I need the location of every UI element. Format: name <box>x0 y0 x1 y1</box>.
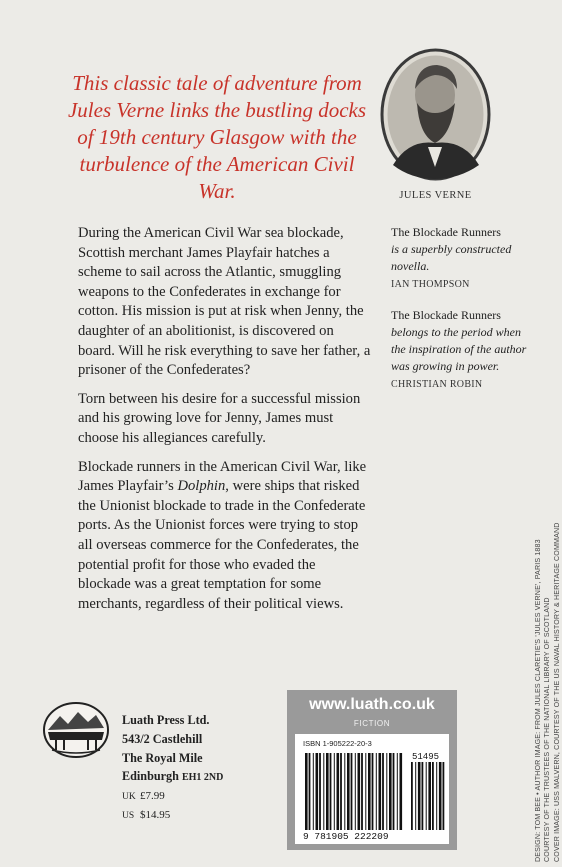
barcode-bar <box>326 753 329 830</box>
barcode-bar <box>316 753 319 830</box>
isbn-text: ISBN 1-905222-20-3 <box>303 739 372 748</box>
barcode-bar <box>393 753 395 830</box>
barcode-bar <box>358 753 361 830</box>
quote-book-title: The Blockade Runners <box>391 225 501 239</box>
image-credits <box>534 472 562 862</box>
barcode-panel <box>295 734 449 844</box>
barcode-bar <box>319 753 321 830</box>
barcode-bar <box>340 753 342 830</box>
barcode-bar <box>436 762 437 830</box>
barcode-bar <box>376 753 377 830</box>
price-currency: US <box>122 811 135 821</box>
barcode-bar <box>355 753 356 830</box>
quote-text: is a superbly constructed novella. <box>391 242 512 273</box>
quote-author: IAN THOMPSON <box>391 279 470 290</box>
category-label: FICTION <box>353 719 391 728</box>
review-quote <box>391 224 531 293</box>
address-line <box>122 767 272 788</box>
ship-name: Dolphin <box>177 478 226 495</box>
credit-line: COVER IMAGE: USS MALVERN, COURTESY OF THE US NAVAL HISTORY & HERITAGE COMMAND <box>552 522 561 862</box>
publisher-web-box <box>287 690 457 850</box>
barcode-bar <box>368 753 371 830</box>
barcode-bar <box>305 753 308 830</box>
barcode <box>301 751 447 841</box>
barcode-bar <box>432 762 434 830</box>
luath-logo-icon <box>42 700 110 760</box>
price-amount: £7.99 <box>140 790 165 802</box>
barcode-bar <box>415 762 416 830</box>
review-quotes <box>391 224 531 407</box>
quote-book-title: The Blockade Runners <box>391 308 501 322</box>
postcode: EH1 2ND <box>181 772 224 784</box>
jules-verne-portrait <box>379 47 492 182</box>
publisher-address <box>122 711 272 788</box>
description <box>78 224 371 623</box>
barcode-bar <box>313 753 314 830</box>
barcode-bar <box>344 753 345 830</box>
paragraph: Torn between his desire for a successful mission and his growing love for Jenny, James must choose his allegiances carefully. <box>78 390 361 446</box>
barcode-bar <box>361 753 363 830</box>
quote-text: belongs to the period when the inspiration of the author was growing in power. <box>391 325 527 373</box>
credit-line: DESIGN: TOM BEE • AUTHOR IMAGE: FROM JULES CLARETIE'S 'JULES VERNE', PARIS 1883 <box>534 539 542 862</box>
paragraph-text: Blockade runners in the American Civil War, like James Playfair’s <box>78 458 367 495</box>
barcode-bar <box>397 753 398 830</box>
barcode-bar <box>309 753 311 830</box>
barcode-bar <box>330 753 332 830</box>
paragraph-text: , were ships that risked the Unionist blockade to trade in the Confederate ports. As the Unionist forces were trying to stop all overseas commerce for the Confederates, the potential profit for those who evaded the blockade was a great temptation for some merchants, regardless of their political views. <box>78 478 366 612</box>
barcode-bar <box>426 762 427 830</box>
tagline: This classic tale of adventure from Jules Verne links the bustling docks of 19th century Glasgow with the turbulence of the American Civil War. <box>67 71 367 203</box>
barcode-bar <box>411 762 413 830</box>
paragraph <box>78 458 371 615</box>
paragraph: During the American Civil War sea blockade, Scottish merchant James Playfair hatches a scheme to sail across the Atlantic, smuggling weapons to the Confederates in exchange for cotton. His mission is put at risk when Jenny, the daughter of an abolitionist, is discovered on board. Will he risk everything to save her father, a prisoner of the Confederates? <box>78 225 371 379</box>
portrait-caption: JULES VERNE <box>399 190 472 201</box>
barcode-bar <box>323 753 324 830</box>
address-line: 543/2 Castlehill <box>122 731 203 746</box>
review-quote <box>391 307 531 393</box>
address-line: The Royal Mile <box>122 750 203 765</box>
barcode-bar <box>351 753 353 830</box>
barcode-bar <box>379 753 382 830</box>
website-link[interactable]: www.luath.co.uk <box>309 696 435 713</box>
barcode-bar <box>389 753 392 830</box>
barcode-bar <box>428 762 431 830</box>
barcode-addon-number: 51495 <box>412 752 440 762</box>
barcode-bar <box>365 753 366 830</box>
barcode-bar <box>372 753 374 830</box>
barcode-bar <box>443 762 445 830</box>
price-row <box>122 806 170 825</box>
barcode-bar <box>386 753 387 830</box>
barcode-bar <box>347 753 350 830</box>
barcode-number: 9 781905 222209 <box>303 831 389 842</box>
price-row <box>122 787 170 806</box>
quote-author: CHRISTIAN ROBIN <box>391 379 483 390</box>
barcode-bar <box>334 753 335 830</box>
publisher-name: Luath Press Ltd. <box>122 713 210 727</box>
barcode-bar <box>418 762 421 830</box>
barcode-bar <box>337 753 340 830</box>
barcode-bar <box>422 762 424 830</box>
prices <box>122 787 170 825</box>
barcode-bar <box>439 762 442 830</box>
barcode-bar <box>400 753 403 830</box>
credit-line: COURTESY OF THE TRUSTEES OF THE NATIONAL LIBRARY OF SCOTLAND <box>543 597 552 862</box>
barcode-bar <box>382 753 384 830</box>
city: Edinburgh <box>122 769 179 784</box>
price-amount: $14.95 <box>140 809 171 821</box>
price-currency: UK <box>122 792 136 802</box>
